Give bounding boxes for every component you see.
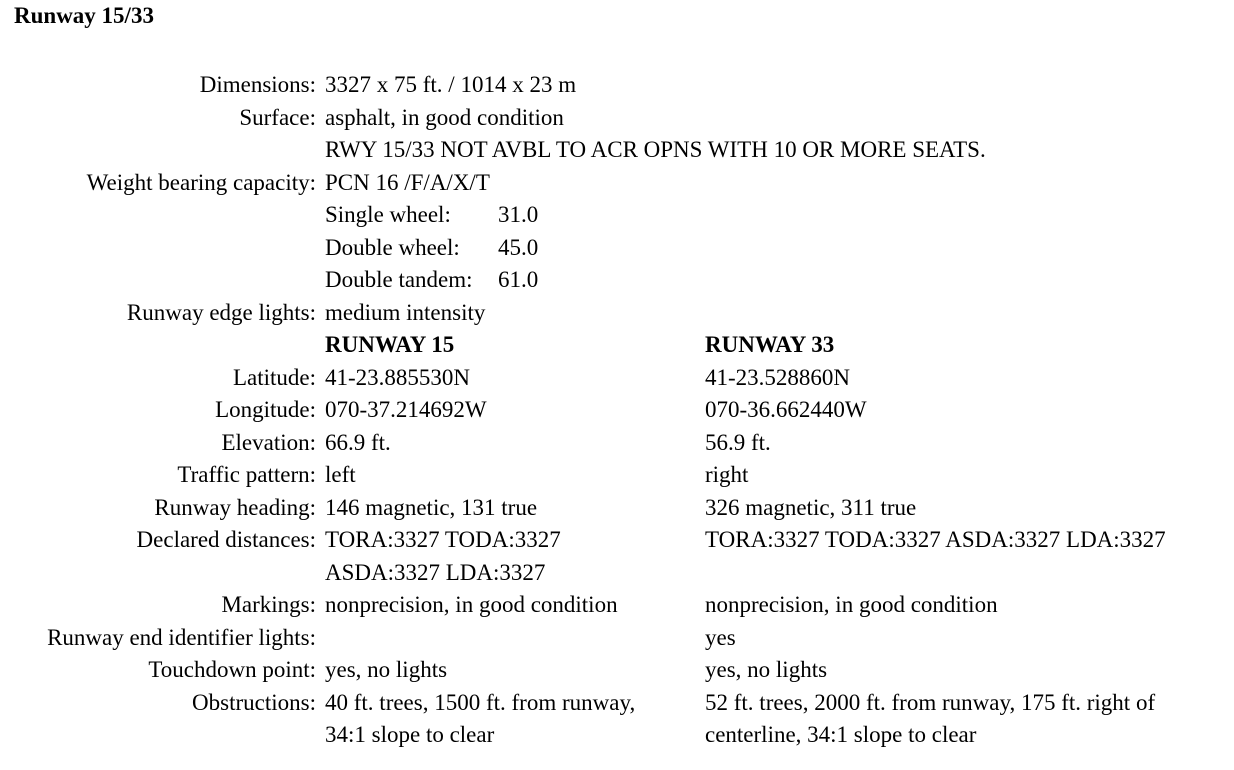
- declared-row: [0, 526, 1234, 559]
- edge-lights-row: [0, 299, 1234, 332]
- latitude-rwy33: 41-23.528860N: [705, 364, 851, 390]
- heading-label: Runway heading:: [154, 494, 316, 520]
- elevation-rwy15: 66.9 ft.: [325, 429, 391, 455]
- weight-label: Weight bearing capacity:: [86, 169, 316, 195]
- runway-end-headers: [0, 331, 1234, 364]
- markings-rwy33: nonprecision, in good condition: [705, 592, 998, 617]
- markings-rwy15: nonprecision, in good condition: [325, 592, 618, 617]
- traffic-rwy33: right: [705, 462, 749, 487]
- obstructions-rwy33-line2: centerline, 34:1 slope to clear: [705, 722, 977, 747]
- heading-row: [0, 494, 1234, 527]
- elevation-row: [0, 429, 1234, 462]
- obstructions-row: [0, 689, 1234, 722]
- double-tandem-value: 61.0: [498, 267, 539, 292]
- elevation-rwy33: 56.9 ft.: [705, 429, 771, 455]
- obstructions-label: Obstructions:: [192, 689, 316, 715]
- touchdown-rwy15: yes, no lights: [325, 657, 448, 682]
- dimensions-row: [0, 71, 1234, 104]
- declared-rwy33: TORA:3327 TODA:3327 ASDA:3327 LDA:3327: [705, 527, 1166, 552]
- single-wheel-value: 31.0: [498, 202, 539, 227]
- reil-row: [0, 624, 1234, 657]
- declared-row-2: [0, 559, 1234, 592]
- latitude-rwy15: 41-23.885530N: [325, 364, 471, 390]
- touchdown-label: Touchdown point:: [148, 657, 316, 682]
- page-title: Runway 15/33: [14, 3, 154, 28]
- rwy15-header: RUNWAY 15: [325, 332, 455, 357]
- double-tandem-label: Double tandem:: [325, 267, 473, 292]
- single-wheel-label: Single wheel:: [325, 202, 451, 227]
- dimensions-label: Dimensions:: [199, 72, 316, 97]
- longitude-rwy33: 070-36.662440W: [705, 397, 867, 422]
- weight-row: [0, 169, 1234, 202]
- latitude-row: [0, 364, 1234, 397]
- surface-value: asphalt, in good condition: [325, 104, 564, 130]
- double-wheel-value: 45.0: [498, 234, 539, 260]
- traffic-row: [0, 461, 1234, 494]
- markings-row: [0, 591, 1234, 624]
- double-tandem-row: [0, 266, 1234, 299]
- declared-rwy15-line1: TORA:3327 TODA:3327: [325, 527, 561, 552]
- surface-label: Surface:: [239, 104, 316, 130]
- longitude-row: [0, 396, 1234, 429]
- obstructions-rwy15-line1: 40 ft. trees, 1500 ft. from runway,: [325, 689, 636, 715]
- longitude-label: Longitude:: [215, 397, 316, 422]
- touchdown-row: [0, 656, 1234, 689]
- weight-pcn: PCN 16 /F/A/X/T: [325, 169, 490, 195]
- double-wheel-row: [0, 234, 1234, 267]
- edge-lights-label: Runway edge lights:: [126, 299, 316, 325]
- markings-label: Markings:: [221, 592, 316, 617]
- heading-rwy33: 326 magnetic, 311 true: [705, 494, 917, 520]
- declared-label: Declared distances:: [136, 527, 316, 552]
- rwy33-header: RUNWAY 33: [705, 332, 835, 357]
- surface-remark-row: [0, 136, 1234, 169]
- declared-rwy15-line2: ASDA:3327 LDA:3327: [325, 559, 546, 585]
- traffic-label: Traffic pattern:: [177, 462, 316, 487]
- single-wheel-row: [0, 201, 1234, 234]
- heading-rwy15: 146 magnetic, 131 true: [325, 494, 538, 520]
- touchdown-rwy33: yes, no lights: [705, 657, 828, 682]
- elevation-label: Elevation:: [221, 429, 316, 455]
- obstructions-row-2: [0, 721, 1234, 754]
- surface-row: [0, 104, 1234, 137]
- dimensions-value: 3327 x 75 ft. / 1014 x 23 m: [325, 72, 577, 97]
- edge-lights-value: medium intensity: [325, 299, 486, 325]
- reil-rwy33: yes: [705, 624, 736, 650]
- longitude-rwy15: 070-37.214692W: [325, 397, 487, 422]
- traffic-rwy15: left: [325, 462, 356, 487]
- obstructions-rwy15-line2: 34:1 slope to clear: [325, 722, 495, 747]
- latitude-label: Latitude:: [232, 364, 316, 390]
- obstructions-rwy33-line1: 52 ft. trees, 2000 ft. from runway, 175 ft. right of: [705, 689, 1156, 715]
- double-wheel-label: Double wheel:: [325, 234, 460, 260]
- surface-remark: RWY 15/33 NOT AVBL TO ACR OPNS WITH 10 OR MORE SEATS.: [325, 137, 986, 162]
- reil-label: Runway end identifier lights:: [47, 624, 316, 650]
